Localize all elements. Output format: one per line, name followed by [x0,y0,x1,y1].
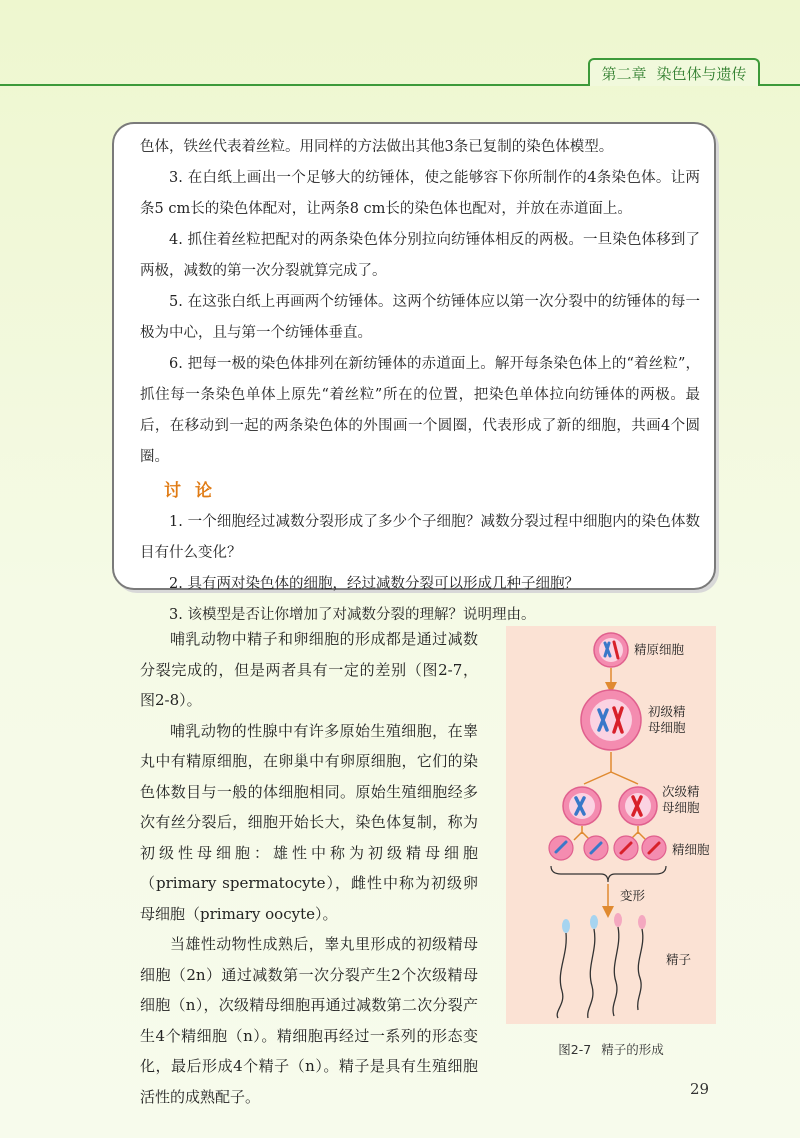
secondary-spermatocyte-cell [563,787,601,825]
page-number: 29 [690,1080,710,1098]
spermatid-cell [549,836,573,860]
body-paragraph: 哺乳动物中精子和卵细胞的形成都是通过减数分裂完成的，但是两者具有一定的差别（图2-7，图2-8）。 [140,630,478,709]
sperm [588,915,598,1018]
discussion-question: 3. 该模型是否让你增加了对减数分裂的理解？说明理由。 [169,607,536,623]
sperm-formation-figure [506,626,716,1024]
activity-paragraph: 4. 抓住着丝粒把配对的两条染色体分别拉向纺锤体相反的两极。一旦染色体移到了两极，减数的第一次分裂就算完成了。 [140,232,700,279]
figure-caption [506,1040,716,1058]
discussion-heading: 讨论 [164,481,226,501]
body-paragraph: 当雄性动物性成熟后，睾丸里形成的初级精母细胞（2n）通过减数第一次分裂产生2个次级精母细胞（n），次级精母细胞再通过减数第二次分裂产生4个精细胞（n）。精细胞再经过一系列的形态变化，最后形成4个精子（n）。精子是具有生殖细胞活性的成熟配子。 [140,935,478,1106]
caption-text: 精子的形成 [601,1042,664,1057]
sperm [557,919,570,1018]
activity-paragraph: 5. 在这张白纸上再画两个纺锤体。这两个纺锤体应以第一次分裂中的纺锤体的每一极为中心，且与第一个纺锤体垂直。 [140,294,700,341]
activity-paragraph: 色体，铁丝代表着丝粒。用同样的方法做出其他3条已复制的染色体模型。 [140,139,614,155]
label-spermatogonium: 精原细胞 [634,642,685,657]
label-primary-spermatocyte: 初级精 母细胞 [648,704,686,735]
chapter-tab [588,58,760,86]
label-spermatid: 精细胞 [672,842,710,857]
caption-number: 图2-7 [558,1042,592,1057]
chapter-title: 染色体与遗传 [656,64,747,83]
activity-text [140,132,700,631]
activity-paragraph: 6. 把每一极的染色体排列在新纺锤体的赤道面上。解开每条染色体上的“着丝粒”，抓住每一条染色单体上原先“着丝粒”所在的位置，把染色单体拉向纺锤体的两极。最后，在移动到一起的两条染色体的外围画一个圆圈，代表形成了新的细胞，共画4个圆圈。 [140,356,700,465]
spermatogonium-cell [594,633,628,667]
arrow-fork [574,826,590,840]
chapter-number: 第二章 [601,64,647,83]
spermatid-cell [642,836,666,860]
arrow-fork [584,772,638,784]
discussion-question: 2. 具有两对染色体的细胞，经过减数分裂可以形成几种子细胞？ [169,576,579,592]
brace [551,866,666,882]
body-text [140,624,478,1112]
label-sperm: 精子 [666,952,692,967]
primary-spermatocyte-cell [581,690,641,750]
sperm [613,913,622,1016]
discussion-question: 1. 一个细胞经过减数分裂形成了多少个子细胞？减数分裂过程中细胞内的染色体数目有什么变化？ [140,514,700,561]
spermatid-cell [584,836,608,860]
secondary-spermatocyte-cell [619,787,657,825]
label-transform: 变形 [620,888,646,903]
label-secondary-spermatocyte: 次级精 母细胞 [662,784,700,815]
sperm [638,915,646,1010]
activity-paragraph: 3. 在白纸上画出一个足够大的纺锤体，使之能够容下你所制作的4条染色体。让两条5 cm长的染色体配对，让两条8 cm长的染色体也配对，并放在赤道面上。 [140,170,700,217]
spermatid-cell [614,836,638,860]
body-paragraph: 哺乳动物的性腺中有许多原始生殖细胞，在睾丸中有精原细胞，在卵巢中有卵原细胞，它们的染色体数目与一般的体细胞相同。原始生殖细胞经多次有丝分裂后，细胞开始长大，染色体复制，称为初级性母细胞：雄性中称为初级精母细胞（primary spermatocyte），雌性中称为初级卵母细胞（primary oocyte）。 [140,721,478,923]
